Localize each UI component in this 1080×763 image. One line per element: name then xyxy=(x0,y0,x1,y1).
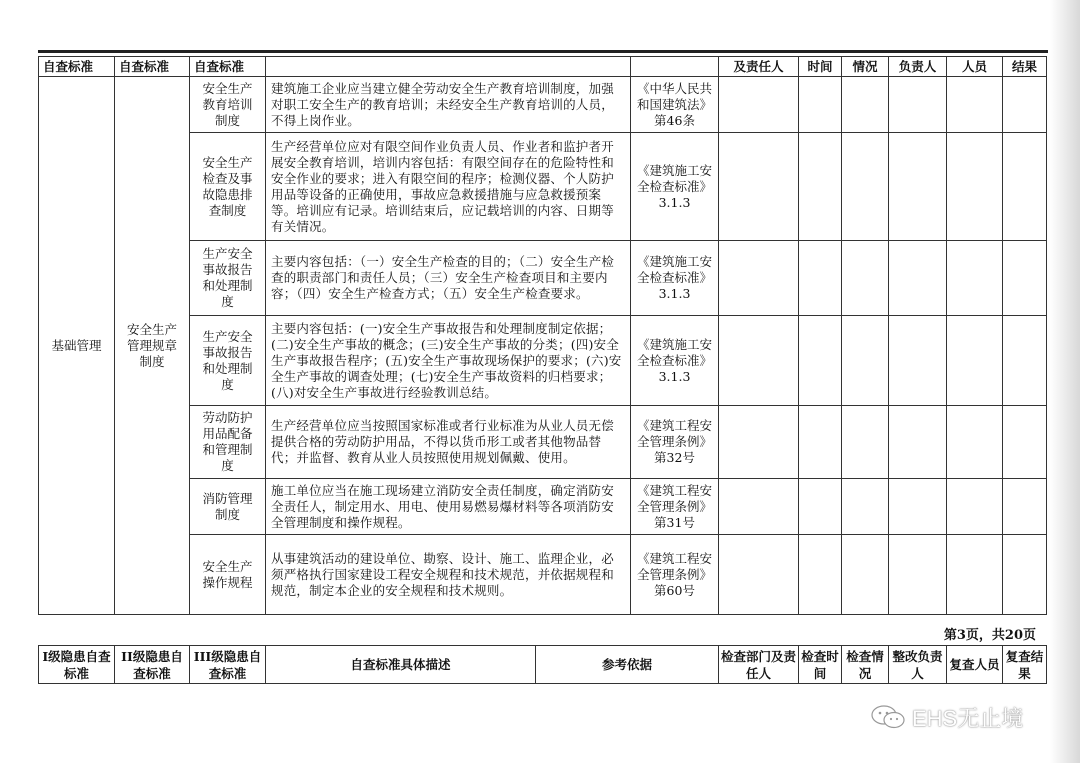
description-cell: 施工单位应当在施工现场建立消防安全责任制度，确定消防安全责任人，制定用水、用电、使用易燃易爆材料等各项消防安全管理制度和操作规程。 xyxy=(266,479,631,535)
level3-item: 劳动防护用品配备和管理制度 xyxy=(190,406,266,479)
recheck-result-cell[interactable] xyxy=(1003,535,1047,615)
level3-item: 安全生产操作规程 xyxy=(190,535,266,615)
footer-level2-standard: II级隐患自查标准 xyxy=(115,646,190,684)
check-time-cell[interactable] xyxy=(799,479,842,535)
recheck-staff-cell[interactable] xyxy=(947,241,1003,316)
next-page-header-row xyxy=(39,646,1047,684)
next-page-header-table xyxy=(38,645,1047,684)
reference-cell: 《建筑施工安全检查标准》3.1.3 xyxy=(631,133,719,241)
description-cell: 主要内容包括：（一）安全生产检查的目的；（二）安全生产检查的职责部门和责任人员；（三）安全生产检查项目和主要内容；（四）安全生产检查方式；（五）安全生产检查要求。 xyxy=(266,241,631,316)
level3-item: 生产安全事故报告和处理制度 xyxy=(190,241,266,316)
level1-category: 基础管理 xyxy=(39,77,115,615)
footer-dept-responsible: 检查部门及责任人 xyxy=(719,646,799,684)
table-row xyxy=(39,133,1047,241)
recheck-staff-cell[interactable] xyxy=(947,406,1003,479)
wechat-icon xyxy=(870,704,906,730)
description-cell: 建筑施工企业应当建立健全劳动安全生产教育培训制度，加强对职工安全生产的教育培训；未经安全生产教育培训的人员，不得上岗作业。 xyxy=(266,77,631,133)
header-check-status: 情况 xyxy=(842,57,889,77)
footer-description: 自查标准具体描述 xyxy=(266,646,536,684)
check-time-cell[interactable] xyxy=(799,316,842,406)
recheck-staff-cell[interactable] xyxy=(947,479,1003,535)
reference-cell: 《中华人民共和国建筑法》第46条 xyxy=(631,77,719,133)
header-level1-standard: 自查标准 xyxy=(39,57,115,77)
watermark xyxy=(870,702,1046,732)
level3-item: 生产安全事故报告和处理制度 xyxy=(190,316,266,406)
footer-recheck-staff: 复查人员 xyxy=(947,646,1003,684)
check-status-cell[interactable] xyxy=(842,535,889,615)
hazard-checklist-table xyxy=(38,56,1047,615)
description-cell: 从事建筑活动的建设单位、勘察、设计、施工、监理企业，必须严格执行国家建设工程安全规程和技术规范，并依据规程和规范，制定本企业的安全规程和技术规则。 xyxy=(266,535,631,615)
header-check-time: 时间 xyxy=(799,57,842,77)
table-row xyxy=(39,479,1047,535)
description-cell: 生产经营单位应当按照国家标准或者行业标准为从业人员无偿提供合格的劳动防护用品，不得以货币形工或者其他物品替代；并监督、教育从业人员按照使用规划佩戴、使用。 xyxy=(266,406,631,479)
dept-responsible-cell[interactable] xyxy=(719,479,799,535)
check-time-cell[interactable] xyxy=(799,133,842,241)
header-rectify-owner: 负责人 xyxy=(889,57,947,77)
check-status-cell[interactable] xyxy=(842,77,889,133)
rectify-owner-cell[interactable] xyxy=(889,133,947,241)
rectify-owner-cell[interactable] xyxy=(889,241,947,316)
header-level3-standard: 自查标准 xyxy=(190,57,266,77)
recheck-staff-cell[interactable] xyxy=(947,133,1003,241)
description-cell: 生产经营单位应对有限空间作业负责人员、作业者和监护者开展安全教育培训，培训内容包括：有限空间存在的危险特性和安全作业的要求；进入有限空间的程序；检测仪器、个人防护用品等设备的正确使用，事故应急救援措施与应急救援预案等。培训应有记录。培训结束后，应记载培训的内容、日期等有关情况。 xyxy=(266,133,631,241)
rectify-owner-cell[interactable] xyxy=(889,535,947,615)
check-time-cell[interactable] xyxy=(799,406,842,479)
table-row xyxy=(39,316,1047,406)
dept-responsible-cell[interactable] xyxy=(719,133,799,241)
check-status-cell[interactable] xyxy=(842,479,889,535)
rectify-owner-cell[interactable] xyxy=(889,77,947,133)
recheck-result-cell[interactable] xyxy=(1003,133,1047,241)
footer-reference: 参考依据 xyxy=(536,646,719,684)
reference-cell: 《建筑工程安全管理条例》第31号 xyxy=(631,479,719,535)
footer-check-time: 检查时间 xyxy=(799,646,842,684)
check-time-cell[interactable] xyxy=(799,77,842,133)
table-row xyxy=(39,241,1047,316)
header-dept-responsible: 及责任人 xyxy=(719,57,799,77)
reference-cell: 《建筑工程安全管理条例》第60号 xyxy=(631,535,719,615)
dept-responsible-cell[interactable] xyxy=(719,77,799,133)
check-status-cell[interactable] xyxy=(842,241,889,316)
recheck-result-cell[interactable] xyxy=(1003,479,1047,535)
check-status-cell[interactable] xyxy=(842,406,889,479)
footer-recheck-result: 复查结果 xyxy=(1003,646,1047,684)
dept-responsible-cell[interactable] xyxy=(719,406,799,479)
recheck-result-cell[interactable] xyxy=(1003,316,1047,406)
dept-responsible-cell[interactable] xyxy=(719,241,799,316)
header-reference xyxy=(631,57,719,77)
description-cell: 主要内容包括：(一)安全生产事故报告和处理制度制定依据；(二)安全生产事故的概念；(三)安全生产事故的分类；(四)安全生产事故报告程序；(五)安全生产事故现场保护的要求；(六)安全生产事故的调查处理；(七)安全生产事故资料的归档要求；(八)对安全生产事故进行经验教训总结。 xyxy=(266,316,631,406)
level2-category: 安全生产管理规章制度 xyxy=(115,77,190,615)
footer-level3-standard: III级隐患自查标准 xyxy=(190,646,266,684)
check-status-cell[interactable] xyxy=(842,133,889,241)
rectify-owner-cell[interactable] xyxy=(889,316,947,406)
dept-responsible-cell[interactable] xyxy=(719,535,799,615)
reference-cell: 《建筑施工安全检查标准》3.1.3 xyxy=(631,316,719,406)
rectify-owner-cell[interactable] xyxy=(889,479,947,535)
footer-level1-standard: I级隐患自查标准 xyxy=(39,646,115,684)
level3-item: 消防管理制度 xyxy=(190,479,266,535)
reference-cell: 《建筑施工安全检查标准》3.1.3 xyxy=(631,241,719,316)
footer-rectify-owner: 整改负责人 xyxy=(889,646,947,684)
table-row xyxy=(39,535,1047,615)
check-time-cell[interactable] xyxy=(799,241,842,316)
check-time-cell[interactable] xyxy=(799,535,842,615)
table-row xyxy=(39,406,1047,479)
watermark-text: EHS无止境 xyxy=(912,705,1024,731)
footer-check-status: 检查情况 xyxy=(842,646,889,684)
table-row xyxy=(39,77,1047,133)
header-recheck-staff: 人员 xyxy=(947,57,1003,77)
header-description xyxy=(266,57,631,77)
header-recheck-result: 结果 xyxy=(1003,57,1047,77)
page-number: 第3页，共20页 xyxy=(943,628,1036,643)
recheck-result-cell[interactable] xyxy=(1003,241,1047,316)
recheck-result-cell[interactable] xyxy=(1003,406,1047,479)
recheck-staff-cell[interactable] xyxy=(947,316,1003,406)
recheck-staff-cell[interactable] xyxy=(947,77,1003,133)
page-edge-shadow xyxy=(1050,0,1080,763)
reference-cell: 《建筑工程安全管理条例》第32号 xyxy=(631,406,719,479)
check-status-cell[interactable] xyxy=(842,316,889,406)
table-header-row xyxy=(39,57,1047,77)
dept-responsible-cell[interactable] xyxy=(719,316,799,406)
rectify-owner-cell[interactable] xyxy=(889,406,947,479)
header-level2-standard: 自查标准 xyxy=(115,57,190,77)
page-top-rule xyxy=(38,50,1048,53)
recheck-staff-cell[interactable] xyxy=(947,535,1003,615)
recheck-result-cell[interactable] xyxy=(1003,77,1047,133)
level3-item: 安全生产检查及事故隐患排查制度 xyxy=(190,133,266,241)
level3-item: 安全生产教育培训制度 xyxy=(190,77,266,133)
